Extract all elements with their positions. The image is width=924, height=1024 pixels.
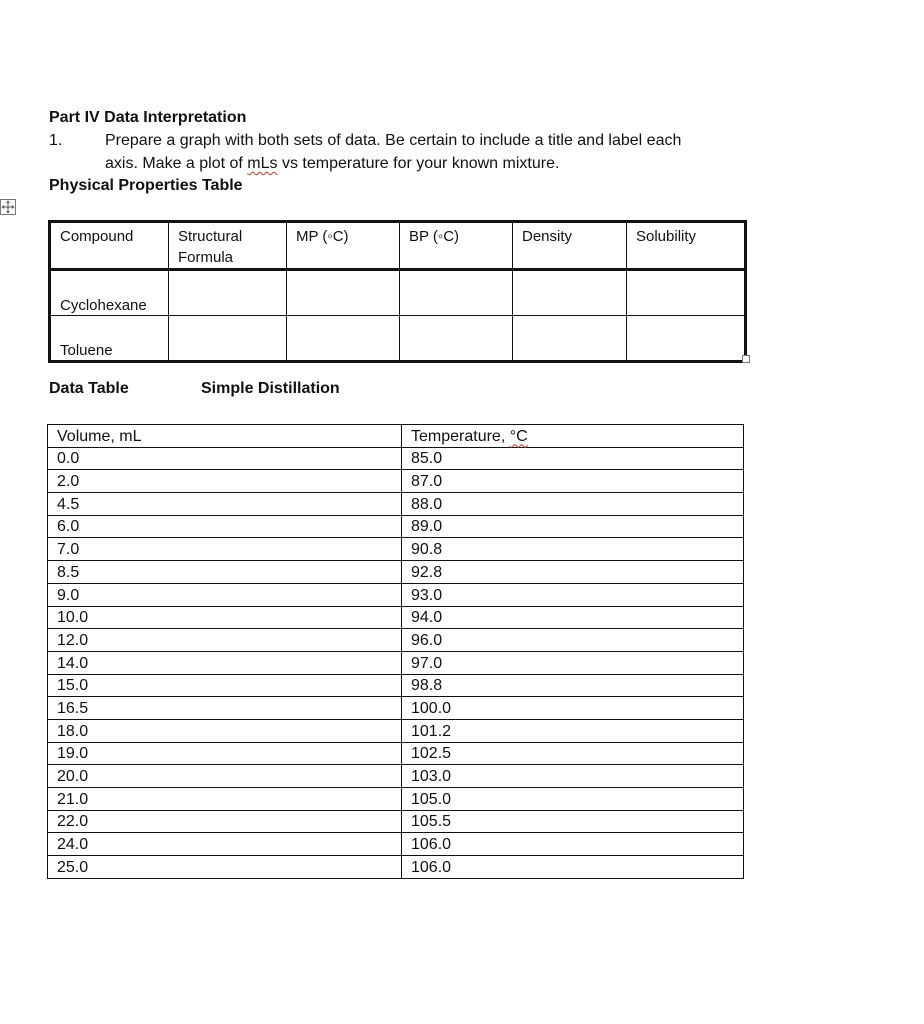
temperature-cell: 101.2 <box>402 719 744 742</box>
empty-cell[interactable] <box>287 316 400 362</box>
temperature-cell: 103.0 <box>402 765 744 788</box>
empty-cell[interactable] <box>169 270 287 316</box>
instruction-line-2-end: vs temperature for your known mixture. <box>277 155 560 172</box>
table-row <box>48 561 744 584</box>
table-row <box>48 493 744 516</box>
temperature-cell: 102.5 <box>402 742 744 765</box>
temperature-cell: 97.0 <box>402 651 744 674</box>
temperature-cell: 100.0 <box>402 697 744 720</box>
empty-cell[interactable] <box>513 270 627 316</box>
data-table-subtitle: Simple Distillation <box>201 380 340 397</box>
volume-cell: 4.5 <box>48 493 402 516</box>
table-row <box>48 606 744 629</box>
header-temperature: Temperature, °C <box>402 425 744 448</box>
temperature-cell: 88.0 <box>402 493 744 516</box>
properties-row-toluene <box>50 316 746 362</box>
table-row <box>48 719 744 742</box>
table-row <box>48 651 744 674</box>
header-bp: BP (◦C) <box>400 222 513 270</box>
table-move-handle-icon[interactable] <box>0 199 16 215</box>
header-mp: MP (◦C) <box>287 222 400 270</box>
properties-header-row <box>50 222 746 270</box>
header-structural-formula: Structural Formula <box>169 222 287 270</box>
data-table-title: Data Table <box>49 380 129 397</box>
volume-cell: 2.0 <box>48 470 402 493</box>
header-compound: Compound <box>50 222 169 270</box>
volume-cell: 18.0 <box>48 719 402 742</box>
volume-cell: 8.5 <box>48 561 402 584</box>
instruction-line-2-start: axis. Make a plot of <box>105 155 248 172</box>
distillation-header-row <box>48 425 744 448</box>
compound-name: Cyclohexane <box>50 270 169 316</box>
table-row <box>48 765 744 788</box>
table-row <box>48 470 744 493</box>
table-row <box>48 583 744 606</box>
temperature-cell: 90.8 <box>402 538 744 561</box>
volume-cell: 21.0 <box>48 788 402 811</box>
table-row <box>48 629 744 652</box>
table-row <box>48 538 744 561</box>
physical-properties-table <box>48 220 747 363</box>
empty-cell[interactable] <box>627 270 746 316</box>
volume-cell: 14.0 <box>48 651 402 674</box>
volume-cell: 12.0 <box>48 629 402 652</box>
volume-cell: 25.0 <box>48 856 402 879</box>
temperature-cell: 94.0 <box>402 606 744 629</box>
temperature-cell: 106.0 <box>402 833 744 856</box>
properties-row-cyclohexane <box>50 270 746 316</box>
empty-cell[interactable] <box>400 270 513 316</box>
table-row <box>48 674 744 697</box>
compound-name: Toluene <box>50 316 169 362</box>
table-row <box>48 697 744 720</box>
temperature-cell: 98.8 <box>402 674 744 697</box>
distillation-data-table <box>47 424 744 879</box>
volume-cell: 20.0 <box>48 765 402 788</box>
table-row <box>48 833 744 856</box>
header-solubility: Solubility <box>627 222 746 270</box>
empty-cell[interactable] <box>169 316 287 362</box>
temperature-cell: 89.0 <box>402 515 744 538</box>
volume-cell: 0.0 <box>48 447 402 470</box>
physical-properties-title: Physical Properties Table <box>49 177 243 194</box>
volume-cell: 19.0 <box>48 742 402 765</box>
temperature-cell: 105.5 <box>402 810 744 833</box>
table-row <box>48 742 744 765</box>
instruction-line-1: Prepare a graph with both sets of data. Be certain to include a title and label each <box>105 132 682 149</box>
table-row <box>48 856 744 879</box>
temperature-cell: 105.0 <box>402 788 744 811</box>
empty-cell[interactable] <box>627 316 746 362</box>
header-volume: Volume, mL <box>48 425 402 448</box>
volume-cell: 22.0 <box>48 810 402 833</box>
volume-cell: 24.0 <box>48 833 402 856</box>
table-row <box>48 515 744 538</box>
header-density: Density <box>513 222 627 270</box>
volume-cell: 9.0 <box>48 583 402 606</box>
part-heading: Part IV Data Interpretation <box>49 109 247 126</box>
temperature-cell: 87.0 <box>402 470 744 493</box>
empty-cell[interactable] <box>513 316 627 362</box>
temperature-cell: 93.0 <box>402 583 744 606</box>
table-row <box>48 788 744 811</box>
spellcheck-flagged-unit[interactable]: °C <box>509 427 528 445</box>
volume-cell: 6.0 <box>48 515 402 538</box>
instruction-line-2 <box>105 155 559 173</box>
volume-cell: 16.5 <box>48 697 402 720</box>
volume-cell: 15.0 <box>48 674 402 697</box>
volume-cell: 7.0 <box>48 538 402 561</box>
spellcheck-flagged-word[interactable]: mLs <box>247 155 278 172</box>
instruction-number: 1. <box>49 132 63 149</box>
table-row <box>48 810 744 833</box>
empty-cell[interactable] <box>287 270 400 316</box>
table-row <box>48 447 744 470</box>
table-resize-handle[interactable] <box>742 355 750 363</box>
temperature-cell: 106.0 <box>402 856 744 879</box>
temperature-cell: 92.8 <box>402 561 744 584</box>
empty-cell[interactable] <box>400 316 513 362</box>
temperature-cell: 85.0 <box>402 447 744 470</box>
volume-cell: 10.0 <box>48 606 402 629</box>
temperature-cell: 96.0 <box>402 629 744 652</box>
